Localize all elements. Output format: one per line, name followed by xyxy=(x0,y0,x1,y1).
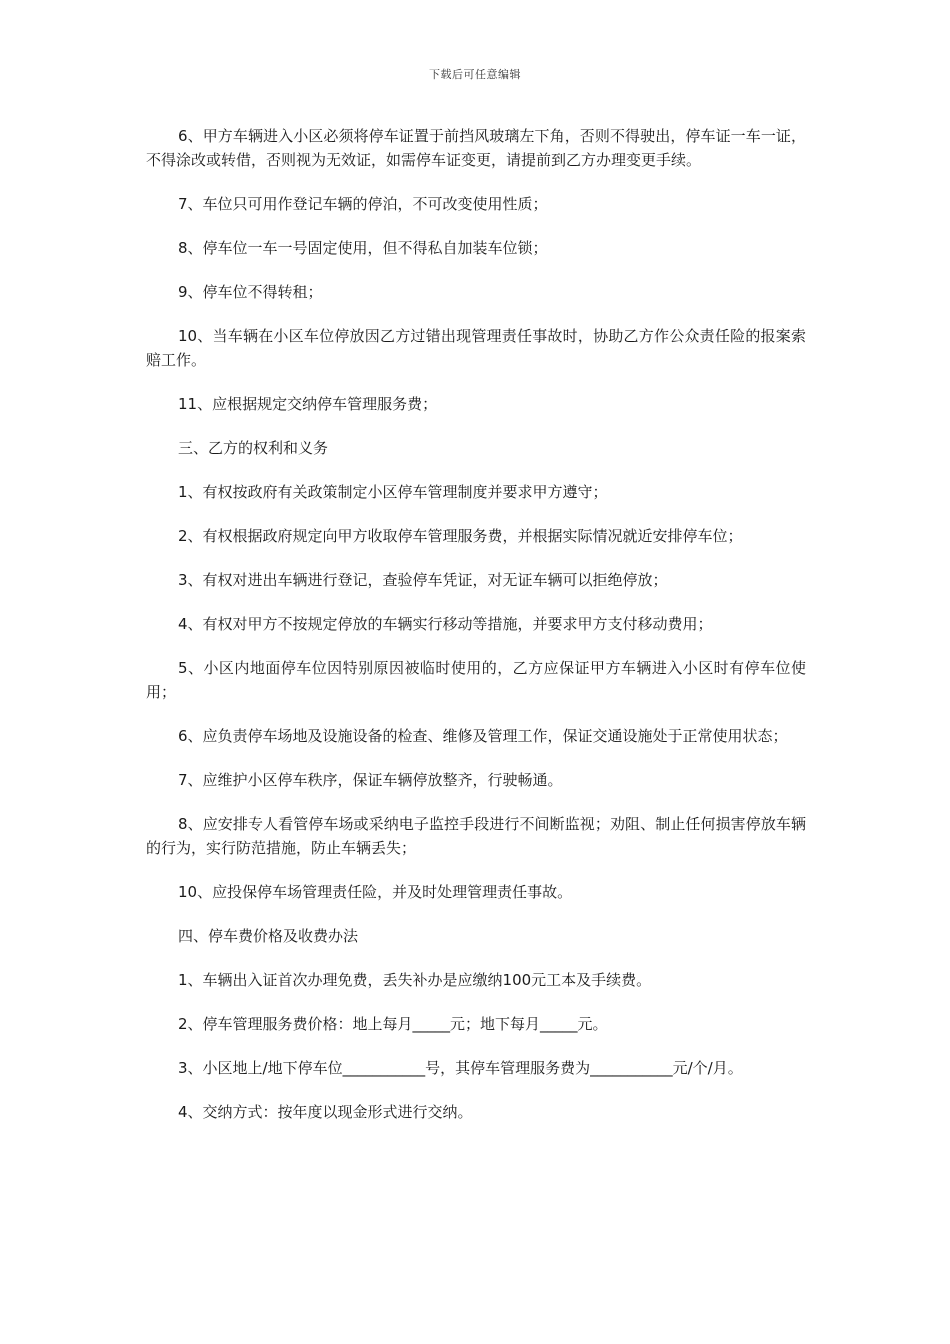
paragraph: 1、有权按政府有关政策制定小区停车管理制度并要求甲方遵守； xyxy=(178,483,608,501)
paragraph: 2、停车管理服务费价格：地上每月_____元；地下每月_____元。 xyxy=(178,1015,608,1033)
paragraph: 6、应负责停车场地及设施设备的检查、维修及管理工作，保证交通设施处于正常使用状态； xyxy=(178,727,788,745)
paragraph: 8、停车位一车一号固定使用，但不得私自加装车位锁； xyxy=(178,239,548,257)
paragraph: 3、有权对进出车辆进行登记，查验停车凭证，对无证车辆可以拒绝停放； xyxy=(178,571,668,589)
paragraph: 3、小区地上/地下停车位___________号，其停车管理服务费为___________元/个/月。 xyxy=(178,1059,743,1077)
paragraph: 6、甲方车辆进入小区必须将停车证置于前挡风玻璃左下角，否则不得驶出，停车证一车一证，不得涂改或转借，否则视为无效证，如需停车证变更，请提前到乙方办理变更手续。 xyxy=(146,127,806,169)
paragraph: 11、应根据规定交纳停车管理服务费； xyxy=(178,395,438,413)
document-body xyxy=(146,124,806,1144)
section-heading: 三、乙方的权利和义务 xyxy=(178,439,329,457)
section-heading: 四、停车费价格及收费办法 xyxy=(178,927,359,945)
page-header: 下载后可任意编辑 xyxy=(429,68,521,81)
paragraph: 5、小区内地面停车位因特别原因被临时使用的，乙方应保证甲方车辆进入小区时有停车位使用； xyxy=(146,659,806,701)
paragraph: 4、有权对甲方不按规定停放的车辆实行移动等措施，并要求甲方支付移动费用； xyxy=(178,615,713,633)
paragraph: 7、车位只可用作登记车辆的停泊，不可改变使用性质； xyxy=(178,195,548,213)
paragraph: 10、当车辆在小区车位停放因乙方过错出现管理责任事故时，协助乙方作公众责任险的报案索赔工作。 xyxy=(146,327,806,369)
paragraph: 2、有权根据政府规定向甲方收取停车管理服务费，并根据实际情况就近安排停车位； xyxy=(178,527,743,545)
paragraph: 9、停车位不得转租； xyxy=(178,283,323,301)
paragraph: 7、应维护小区停车秩序，保证车辆停放整齐，行驶畅通。 xyxy=(178,771,563,789)
paragraph: 10、应投保停车场管理责任险，并及时处理管理责任事故。 xyxy=(178,883,573,901)
paragraph: 4、交纳方式：按年度以现金形式进行交纳。 xyxy=(178,1103,473,1121)
paragraph: 8、应安排专人看管停车场或采纳电子监控手段进行不间断监视；劝阻、制止任何损害停放车辆的行为，实行防范措施，防止车辆丢失； xyxy=(146,815,806,857)
paragraph: 1、车辆出入证首次办理免费，丢失补办是应缴纳100元工本及手续费。 xyxy=(178,971,652,989)
